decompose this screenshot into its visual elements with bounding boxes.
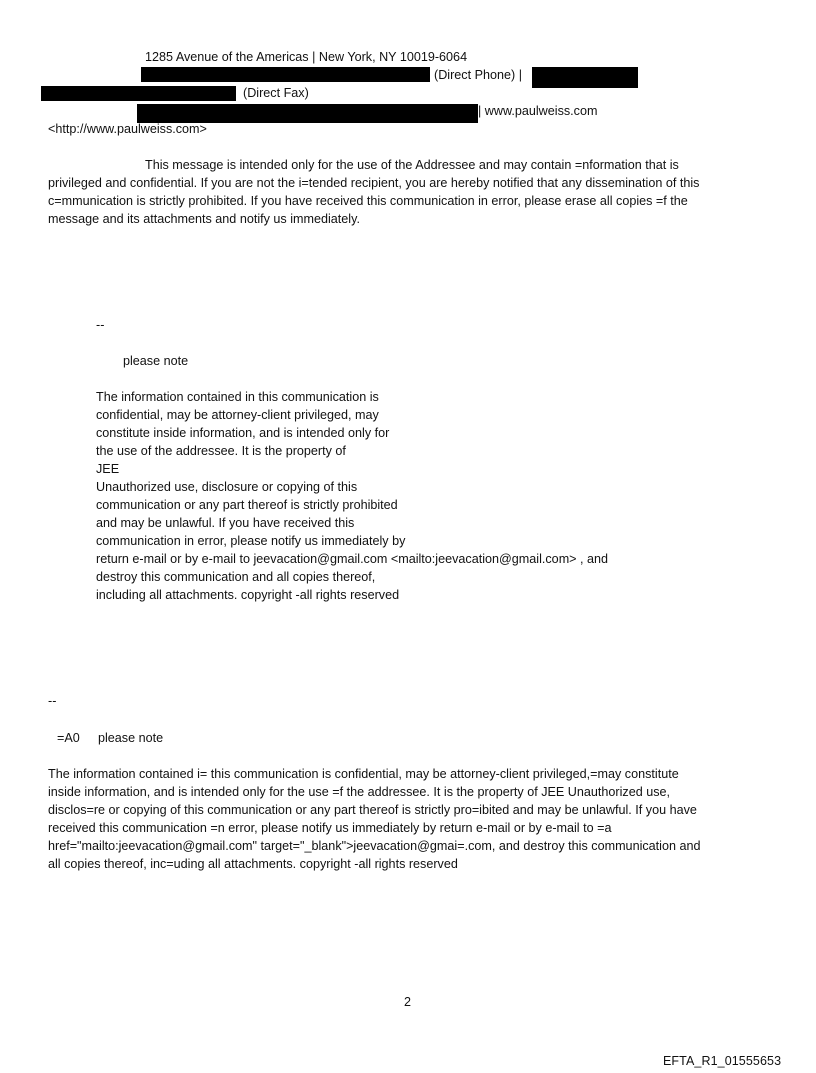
redacted-block: [532, 67, 638, 88]
disclaimer-line: This message is intended only for the use of the Addressee and may contain =nformation that is: [145, 158, 679, 172]
notice-line: JEE: [96, 462, 120, 476]
redacted-block: [41, 86, 236, 101]
notice-line: communication in error, please notify us immediately by: [96, 534, 406, 548]
website-text: | www.paulweiss.com: [478, 104, 598, 118]
direct-phone-label: (Direct Phone) |: [434, 68, 522, 82]
notice-line: received this communication =n error, please notify us immediately by return e-mail or by e-mail to =a: [48, 821, 612, 835]
notice-line: disclos=re or copying of this communication or any part thereof is strictly pro=ibited and may be unlawful. If you have: [48, 803, 697, 817]
notice-heading: please note: [98, 731, 164, 745]
disclaimer-line: c=mmunication is strictly prohibited. If you have received this communication in error, please erase all copies =f the: [48, 194, 688, 208]
direct-fax-label: (Direct Fax): [243, 86, 309, 100]
notice-line: href="mailto:jeevacation@gmail.com" target="_blank">jeevacation@gmai=.com, and destroy this communication and: [48, 839, 701, 853]
disclaimer-line: privileged and confidential. If you are not the i=tended recipient, you are hereby notified that any dissemination of this: [48, 176, 700, 190]
notice-heading: please note: [123, 354, 189, 368]
notice-line: The information contained i= this communication is confidential, may be attorney-client privileged,=may constitute: [48, 767, 679, 781]
redacted-block: [141, 67, 430, 82]
notice-line: inside information, and is intended only for the use =f the addressee. It is the property of JEE Unauthorized use,: [48, 785, 671, 799]
notice-line: The information contained in this communication is: [96, 390, 379, 404]
document-id: EFTA_R1_01555653: [663, 1054, 782, 1068]
notice-line: return e-mail or by e-mail to jeevacation@gmail.com <mailto:jeevacation@gmail.com> , and: [96, 552, 609, 566]
notice-line: communication or any part thereof is strictly prohibited: [96, 498, 398, 512]
page-number: 2: [404, 995, 412, 1009]
notice-line: destroy this communication and all copies thereof,: [96, 570, 376, 584]
separator: --: [96, 318, 105, 332]
notice-line: confidential, may be attorney-client privileged, may: [96, 408, 379, 422]
notice-line: including all attachments. copyright -all rights reserved: [96, 588, 400, 602]
notice-line: and may be unlawful. If you have received this: [96, 516, 355, 530]
encoding-prefix: =A0: [57, 731, 80, 745]
notice-line: the use of the addressee. It is the property of: [96, 444, 346, 458]
address-line: 1285 Avenue of the Americas | New York, NY 10019-6064: [145, 50, 468, 64]
notice-line: Unauthorized use, disclosure or copying of this: [96, 480, 358, 494]
website-link[interactable]: <http://www.paulweiss.com>: [48, 122, 207, 136]
notice-line: constitute inside information, and is intended only for: [96, 426, 390, 440]
disclaimer-line: message and its attachments and notify us immediately.: [48, 212, 360, 226]
separator: --: [48, 694, 57, 708]
notice-line: all copies thereof, inc=uding all attachments. copyright -all rights reserved: [48, 857, 458, 871]
